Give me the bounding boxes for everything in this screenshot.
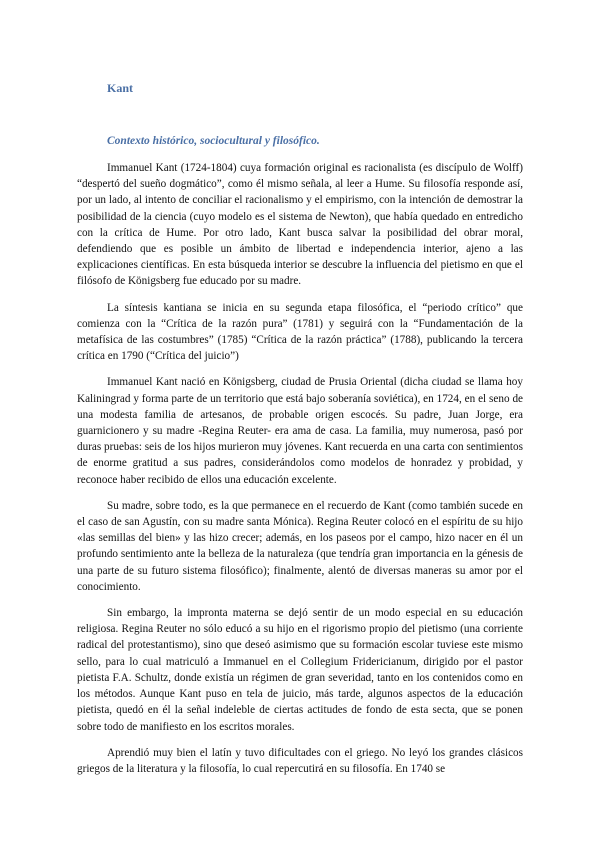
body-text <box>77 160 523 787</box>
paragraph: Aprendió muy bien el latín y tuvo dificultades con el griego. No leyó los grandes clásicos griegos de la literatura y la filosofía, lo cual repercutirá en su filosofía. En 1740 se <box>77 746 523 775</box>
paragraph: Su madre, sobre todo, es la que permanece en el recuerdo de Kant (como también sucede en el caso de san Agustín, con su madre santa Mónica). Regina Reuter colocó en el espíritu de su hijo «las semillas del bien» y las hizo crecer; además, en los paseos por el campo, hizo nacer en él un profundo sentimiento ante la belleza de la naturaleza (que tendría gran importancia en la génesis de una parte de su futuro sistema filosófico); finalmente, alentó de diversas maneras su amor por el conocimiento. <box>77 499 523 593</box>
paragraph: La síntesis kantiana se inicia en su segunda etapa filosófica, el “periodo crítico” que comienza con la “Crítica de la razón pura” (1781) y seguirá con la “Fundamentación de la metafísica de las costumbres” (1785) “Crítica de la razón práctica” (1788), publicando la tercera crítica en 1790 (“Crítica del juicio”) <box>77 301 523 363</box>
section-heading: Contexto histórico, sociocultural y filosófico. <box>107 135 320 147</box>
paragraph: Immanuel Kant nació en Königsberg, ciudad de Prusia Oriental (dicha ciudad se llama hoy Kaliningrad y forma parte de un territorio que está bajo soberanía soviética), en 1724, en el seno de una modesta familia de artesanos, de probable origen escocés. Su padre, Juan Jorge, era guarnicionero y su madre -Regina Reuter- era ama de casa. La familia, muy numerosa, pasó por duras pruebas: seis de los hijos murieron muy jóvenes. Kant recuerda en una carta con sentimientos de enorme gratitud a sus padres, considerándolos como modelos de honradez y probidad, y reconoce haber recibido de ellos una educación excelente. <box>77 376 523 486</box>
page-title: Kant <box>107 81 134 95</box>
paragraph: Sin embargo, la impronta materna se dejó sentir de un modo especial en su educación religiosa. Regina Reuter no sólo educó a su hijo en el rigorismo propio del pietismo (una corriente radical del protestantismo), sino que deseó asimismo que su formación escolar tuviese este mismo sello, para lo cual matriculó a Immanuel en el Collegium Fridericianum, dirigido por el pastor pietista F.A. Schultz, donde existía un régimen de gran severidad, tanto en los contenidos como en los métodos. Aunque Kant puso en tela de juicio, más tarde, algunos aspectos de la educación pietista, quedó en él la señal indeleble de ciertas actitudes de fondo de esta secta, que se ponen sobre todo de manifiesto en los escritos morales. <box>77 607 523 733</box>
paragraph: Immanuel Kant (1724-1804) cuya formación original es racionalista (es discípulo de Wolff) “despertó del sueño dogmático”, como él mismo señala, al leer a Hume. Su filosofía responde así, por un lado, al intento de conciliar el racionalismo y el empirismo, con la intención de demostrar la posibilidad de la ciencia (cuyo modelo es el sistema de Newton), que había quedado en entredicho con la crítica de Hume. Por otro lado, Kant busca salvar la posibilidad del obrar moral, defendiendo que es posible un ámbito de libertad e independencia interior, ajeno a las explicaciones científicas. En esta búsqueda interior se descubre la influencia del pietismo en que el filósofo de Königsberg fue educado por su madre. <box>77 162 523 288</box>
